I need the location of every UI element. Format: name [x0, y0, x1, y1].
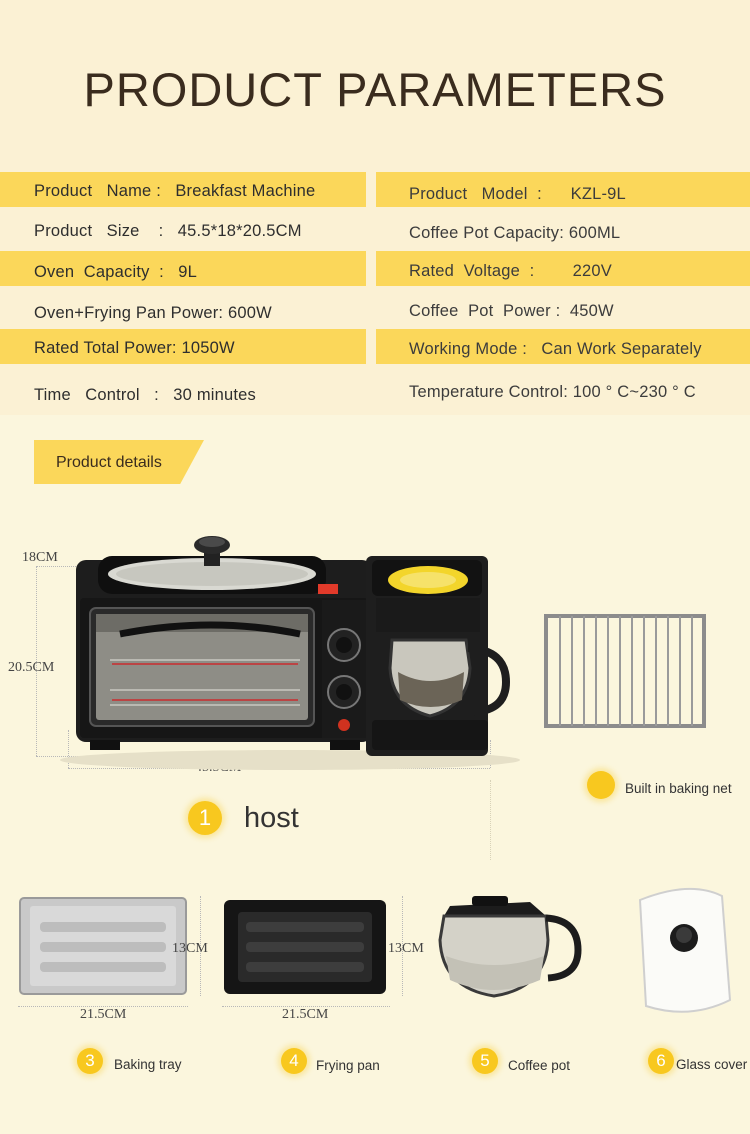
item-number-badge: 3	[77, 1048, 103, 1074]
details-label: Product details	[56, 454, 162, 471]
height-label: 20.5CM	[8, 660, 55, 675]
tray-height-label: 13CM	[172, 941, 208, 956]
page-title: PRODUCT PARAMETERS	[83, 63, 667, 116]
spec-oven-pan-power: Oven+Frying Pan Power: 600W	[34, 304, 272, 322]
pan-width-label: 21.5CM	[282, 1007, 329, 1022]
spec-coffee-power: Coffee Pot Power : 450W	[409, 302, 614, 320]
glass-cover-label: Glass cover	[676, 1057, 748, 1072]
spec-oven-capacity: Oven Capacity : 9L	[34, 263, 198, 281]
baking-net-label: Built in baking net	[625, 781, 732, 796]
baking-tray-label: Baking tray	[114, 1057, 182, 1072]
item-number-badge: 1	[188, 801, 222, 835]
spec-working-mode: Working Mode : Can Work Separately	[409, 340, 702, 358]
spec-product-name: Product Name : Breakfast Machine	[34, 182, 316, 200]
item-number-badge: 5	[472, 1048, 498, 1074]
depth-label: 18CM	[22, 550, 58, 565]
coffee-pot-label: Coffee pot	[508, 1058, 571, 1073]
frying-pan-label: Frying pan	[316, 1058, 380, 1073]
host-label: host	[244, 802, 299, 834]
spec-product-size: Product Size : 45.5*18*20.5CM	[34, 222, 302, 240]
item-number-badge: 4	[281, 1048, 307, 1074]
spec-time-control: Time Control : 30 minutes	[34, 386, 256, 404]
spec-rated-voltage: Rated Voltage : 220V	[409, 262, 613, 280]
spec-temperature: Temperature Control: 100 ° C~230 ° C	[409, 383, 696, 401]
spec-coffee-capacity: Coffee Pot Capacity: 600ML	[409, 224, 621, 242]
spec-total-power: Rated Total Power: 1050W	[34, 339, 235, 357]
pan-height-label: 13CM	[388, 941, 424, 956]
tray-width-label: 21.5CM	[80, 1007, 127, 1022]
item-number-badge: 6	[648, 1048, 674, 1074]
spec-product-model: Product Model : KZL-9L	[409, 185, 626, 203]
